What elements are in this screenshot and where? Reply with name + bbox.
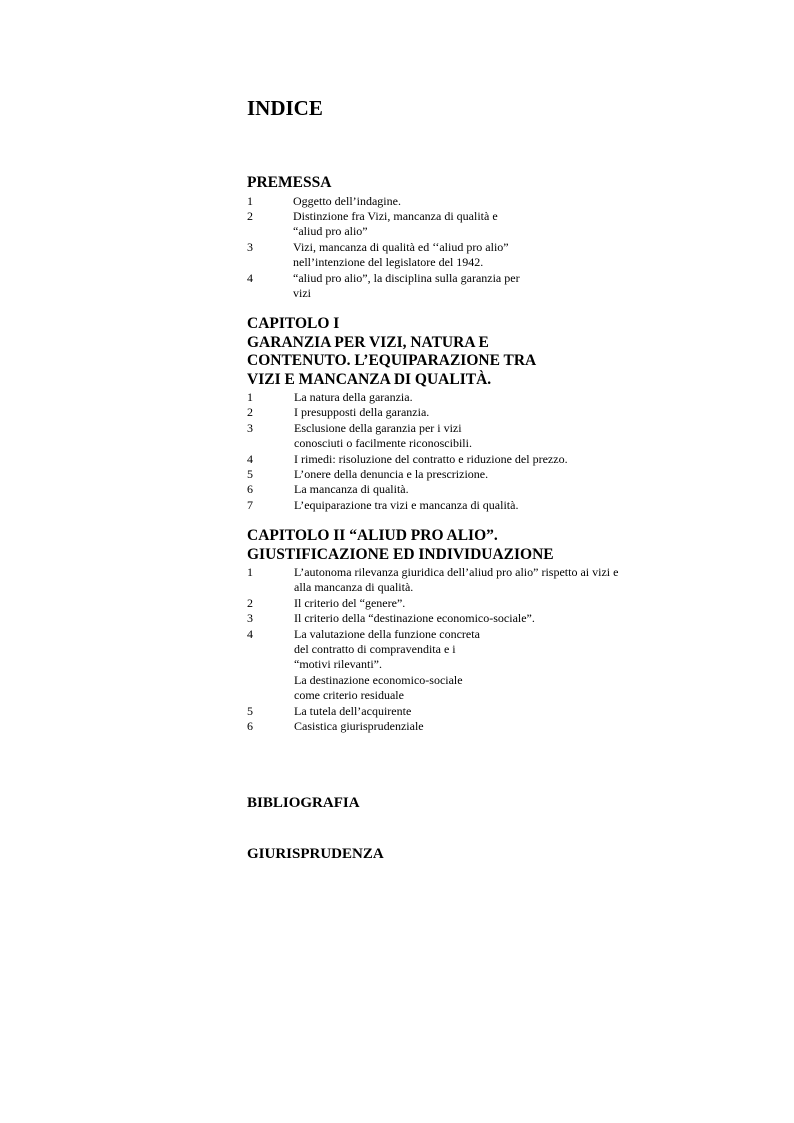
- entry-text: “aliud pro alio”: [293, 224, 368, 239]
- list-item: [247, 719, 687, 734]
- section-heading: [247, 174, 687, 193]
- entry-text: Vizi, mancanza di qualità ed ‘‘aliud pro alio”: [293, 239, 509, 254]
- entry-number: 2: [247, 208, 253, 223]
- list-item: [247, 390, 687, 405]
- list-item: [247, 209, 687, 240]
- entry-text: La natura della garanzia.: [294, 390, 413, 404]
- entry-text: La tutela dell’acquirente: [294, 703, 412, 718]
- entry-text: L’equiparazione tra vizi e mancanza di qualità.: [294, 497, 519, 512]
- section-heading: [247, 527, 687, 564]
- entry-list: [247, 390, 687, 513]
- entry-number: 4: [247, 451, 253, 466]
- entry-number: 1: [247, 193, 253, 208]
- entry-text: Esclusione della garanzia per i vizi: [294, 420, 462, 435]
- bibliografia-heading: BIBLIOGRAFIA: [247, 795, 360, 811]
- entry-number: 5: [247, 703, 253, 718]
- list-item: [247, 627, 687, 704]
- entry-number: 4: [247, 626, 253, 641]
- entry-number: 2: [247, 405, 253, 420]
- entry-text: La destinazione economico-sociale: [294, 672, 463, 687]
- entry-number: 1: [247, 390, 253, 404]
- entry-number: 2: [247, 595, 253, 610]
- list-item: [247, 194, 687, 209]
- heading-line: CAPITOLO I: [247, 315, 340, 332]
- entry-text: Il criterio del “genere”.: [294, 595, 406, 610]
- section-heading: [247, 315, 687, 389]
- entry-text: L’onere della denuncia e la prescrizione.: [294, 467, 489, 482]
- list-item: [247, 611, 687, 626]
- entry-text: Il criterio della “destinazione economico-sociale”.: [294, 611, 535, 626]
- section-capitolo-2: [247, 527, 687, 734]
- entry-number: 7: [247, 497, 253, 512]
- section-capitolo-1: [247, 315, 687, 513]
- entry-number: 4: [247, 270, 253, 285]
- entry-text: Oggetto dell’indagine.: [293, 193, 401, 208]
- entry-text: “aliud pro alio”, la disciplina sulla garanzia per: [293, 270, 520, 285]
- entry-text: L’autonoma rilevanza giuridica dell’aliud pro alio” rispetto ai vizi e: [294, 565, 619, 579]
- heading-line: GIUSTIFICAZIONE ED INDIVIDUAZIONE: [247, 545, 554, 563]
- entry-text: alla mancanza di qualità.: [294, 580, 414, 595]
- entry-number: 5: [247, 467, 253, 482]
- giurisprudenza-heading: GIURISPRUDENZA: [247, 846, 384, 862]
- entry-text: conosciuti o facilmente riconoscibili.: [294, 436, 472, 451]
- entry-text: come criterio residuale: [294, 688, 404, 703]
- entry-text: La valutazione della funzione concreta: [294, 626, 480, 641]
- entry-text: “motivi rilevanti”.: [294, 657, 382, 672]
- entry-number: 6: [247, 719, 253, 734]
- page-title: INDICE: [247, 96, 323, 120]
- list-item: [247, 271, 687, 302]
- list-item: [247, 452, 687, 467]
- section-premessa: [247, 174, 687, 301]
- entry-list: [247, 194, 687, 302]
- heading-line: CAPITOLO II “ALIUD PRO ALIO”.: [247, 527, 498, 544]
- heading-line: VIZI E MANCANZA DI QUALITÀ.: [247, 370, 492, 388]
- heading-line: GARANZIA PER VIZI, NATURA E: [247, 333, 489, 351]
- list-item: [247, 467, 687, 482]
- entry-number: 6: [247, 482, 253, 497]
- entry-text: Casistica giurisprudenziale: [294, 719, 424, 734]
- entry-text: vizi: [293, 285, 311, 300]
- list-item: [247, 704, 687, 719]
- list-item: [247, 498, 687, 513]
- list-item: [247, 482, 687, 497]
- entry-number: 3: [247, 239, 253, 254]
- heading-line: CONTENUTO. L’EQUIPARAZIONE TRA: [247, 352, 537, 369]
- entry-text: I rimedi: risoluzione del contratto e riduzione del prezzo.: [294, 451, 568, 466]
- entry-text: Distinzione fra Vizi, mancanza di qualità e: [293, 208, 498, 223]
- entry-text: I presupposti della garanzia.: [294, 405, 430, 420]
- entry-list: [247, 565, 687, 734]
- entry-text: del contratto di compravendita e i: [294, 642, 456, 657]
- heading-line: PREMESSA: [247, 174, 332, 191]
- entry-text: nell’intenzione del legislatore del 1942.: [293, 255, 484, 270]
- list-item: [247, 421, 687, 452]
- entry-number: 1: [247, 565, 253, 579]
- list-item: [247, 405, 687, 420]
- list-item: [247, 240, 687, 271]
- list-item: [247, 565, 687, 596]
- entry-number: 3: [247, 420, 253, 435]
- entry-text: La mancanza di qualità.: [294, 482, 409, 497]
- entry-number: 3: [247, 611, 253, 626]
- list-item: [247, 596, 687, 611]
